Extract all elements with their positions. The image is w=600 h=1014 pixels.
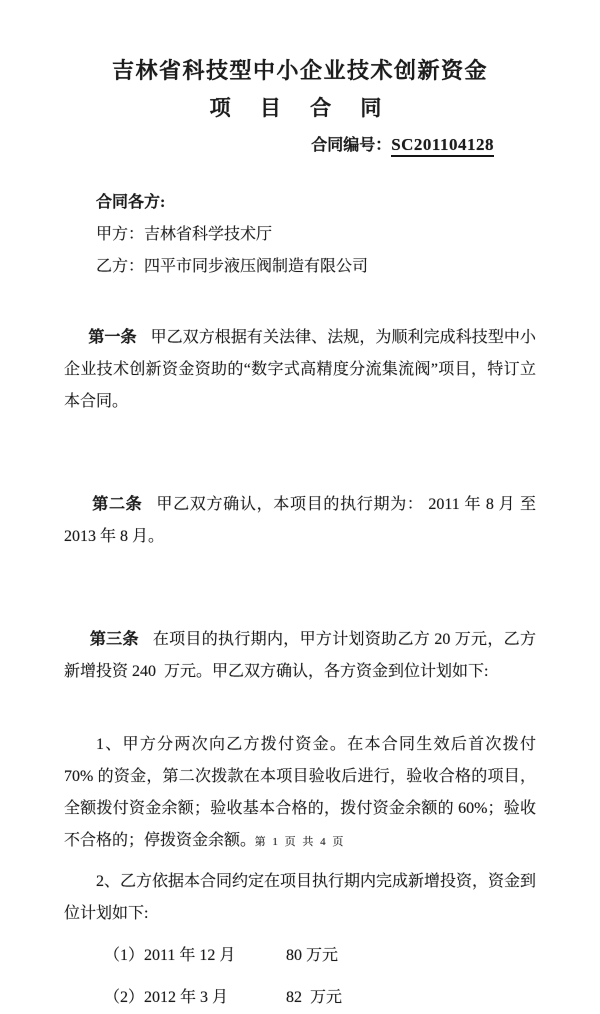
article-2-term: 第二条 [92, 496, 143, 513]
parties-heading: 合同各方: [96, 194, 166, 211]
article-2 [64, 457, 540, 585]
installment-row-2 [64, 982, 536, 1014]
contract-number-line [64, 134, 536, 157]
party-b-line: 乙方：四平市同步液压阀制造有限公司 [96, 258, 369, 275]
party-a-line: 甲方：吉林省科学技术厅 [96, 226, 273, 243]
article-1 [64, 290, 536, 450]
installment-row-1 [64, 940, 536, 972]
document-title-line2: 项 目 合 同 [209, 96, 391, 120]
document-title-line1: 吉林省科技型中小企业技术创新资金 [111, 58, 488, 83]
clause-1: 1、甲方分两次向乙方拨付资金。在本合同生效后首次拨付 70% 的资金，第二次拨款在本项目验收后进行，验收合格的项目，全额拨付资金余额；验收基本合格的，拨付资金余额的 60%；验收不合格的；停拨资金余额。 [64, 736, 540, 849]
contract-number-value: SC201104128 [391, 135, 494, 157]
contract-number-label: 合同编号： [311, 137, 392, 154]
installment-1-date: （1）2011 年 12 月 [104, 947, 236, 964]
contract-body [64, 187, 540, 1014]
article-1-text: 甲乙双方根据有关法律、法规，为顺利完成科技型中小企业技术创新资金资助的“数字式高精度分流集流阀”项目，特订立本合同。 [64, 329, 536, 410]
article-3-term: 第三条 [89, 631, 139, 648]
clause-2: 2、乙方依据本合同约定在项目执行期内完成新增投资，资金到位计划如下: [64, 873, 537, 922]
article-3-text: 在项目的执行期内，甲方计划资助乙方 20 万元，乙方新增投资 240 万元。甲乙双方确认，各方资金到位计划如下: [64, 631, 536, 680]
installment-2-amount: 82 万元 [286, 989, 343, 1006]
article-2-text: 甲乙双方确认，本项目的执行期为： 2011 年 8 月 至 2013 年 8 月。 [64, 496, 540, 545]
article-3 [64, 592, 536, 720]
article-1-term: 第一条 [88, 329, 137, 346]
page-number-indicator: 第 1 页 共 4 页 [254, 836, 346, 848]
installment-2-date: （2）2012 年 3 月 [104, 989, 229, 1006]
installment-1-amount: 80 万元 [286, 947, 339, 964]
